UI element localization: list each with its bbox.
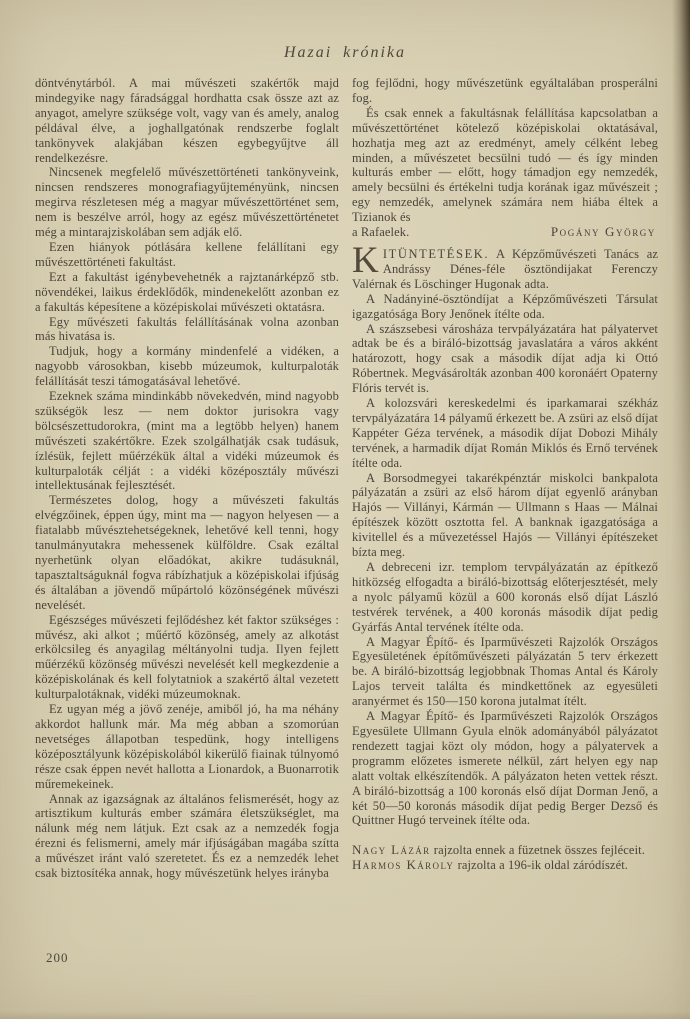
paragraph: A Magyar Építő- és Iparművészeti Rajzolók Országos Egyesületének építőművészeti pályázatán 5 terv érkezett be. A biráló-bizottság legjobbnak Thomas Antal és Károly Lajos terveit találta és mindkettőnek az egyesületi aranyérmet és 150—150 korona jutalmat ítélt. xyxy=(352,634,658,709)
credit-artist-name: Nagy Lázár xyxy=(352,842,431,858)
paragraph: A kolozsvári kereskedelmi és iparkamarai székház tervpályázatára 14 pályamű érkezett be. A zsüri az első díjat Kappéter Géza tervének, a második díjat Dobozi Mihály tervének, a harmadik díjat Román Miklós és Ernő tervének ítélte oda. xyxy=(352,396,658,470)
paragraph: A debreceni izr. templom tervpályázatán az építkező hitközség elfogadta a biráló-bizottság előterjesztését, mely a nyolc pályamű közül a 600 koronás első díjat László testvérek tervének, a 400 koronás második díjat pedig Gyárfás Antal tervének ítélte oda. xyxy=(352,560,658,634)
paragraph: döntvénytárból. A mai művészeti szakértők majd mindegyike nagy fáradsággal hordhatta csak össze azt az anyagot, amelyre szüksége volt, vagy van és amely, analog példával élve, a joghallgatónak rendszerbe foglalt tankönyvek alakjában készen egybegyűjtve áll rendelkezésre. xyxy=(35,76,339,165)
credit-artist-name: Harmos Károly xyxy=(352,857,455,873)
section-paragraphs xyxy=(352,292,658,829)
credit-line xyxy=(352,843,658,858)
section-opening-paragraph xyxy=(352,239,658,292)
paragraph: A szászsebesi városháza tervpályázatára hat pályatervet adtak be és a biráló-bizottság javaslatára a város akként határozott, hogy csak a második díjat adja ki Ottó Róbertnek. Megvásárolták azonban 400 koronáért Opaterny Flóris tervét is. xyxy=(352,321,658,396)
author-signature: Pogány György xyxy=(550,224,656,240)
paragraph: Ezen hiányok pótlására kellene felállítani egy művészettörténeti fakultást. xyxy=(35,239,339,269)
paragraph: fog fejlődni, hogy művészetünk egyáltalában prosperálni fog. xyxy=(352,76,658,105)
section-heading: ITÜNTETÉSEK. xyxy=(382,246,490,261)
paragraph: Természetes dolog, hogy a művészeti fakultás elvégzőinek, éppen úgy, mint ma — nagyon helyesen — a fiatalabb művésztehetségeknek, lehetővé kell tenni, hogy tanulmányutakra mehessenek külföldre. Csak ezáltal nyerhetünk olyan előadókat, akikre tudásuknál, tapasztaltságuknál fogva rábízhatjuk a középiskolai ifjúság és általában a jövendő műpártoló közönségének művészi nevelését. xyxy=(35,493,339,612)
paragraph: Annak az igazságnak az általános felismerését, hogy az artisztikum kulturás ember számára életszükséglet, ma nálunk még nem látjuk. Ezt csak az a nemzedék fogja érezni és felismerni, amely már ifjúságában magába szítta a művészet iránt való szeretetet. És ez a nemzedék lehet csak biztosítéka annak, hogy művészetünk helyes irányba xyxy=(35,791,339,881)
intro-paragraphs xyxy=(352,76,658,225)
page-number: 200 xyxy=(46,950,69,965)
paragraph: Nincsenek megfelelő művészettörténeti tankönyveink, nincsen rendszeres monografiagyűjteményünk, nincsen megirva részletesen még a magyar művészettörténet sem, nem is beszélve arról, hogy az egész művészettörténetet még a mintarajziskolában sem adják elő. xyxy=(35,165,339,240)
credits-block xyxy=(352,843,658,873)
paragraph: És csak ennek a fakultásnak felállítása kapcsolatban a művészettörténet kötelező középiskolai oktatásával, hozhatja meg azt az eredményt, amely célként lebeg minden, a művészetet becsülni tudó — és így minden kulturás ember — előtt, hogy támadjon egy nemzedék, amely becsülni és értékelni tudja korának igaz művészeit ; egy nemzedék, amelynek számára nem hiába éltek a Tizianok és xyxy=(352,105,658,225)
paragraph: Egy művészeti fakultás felállításának volna azonban más hivatása is. xyxy=(35,314,339,344)
right-text-column xyxy=(352,76,658,873)
paragraph: Egészséges művészeti fejlődéshez két faktor szükséges : művész, aki alkot ; műértő közönség, amely az alkotást erkölcsileg és anyagilag méltányolni tudja. Ilyen fejlett műérzékű közönség művészi nevelését kell megkezdenie a középiskolának és kell folytatniok a szakértő által vezetett kulturpalotáknak, vidéki múzeumoknak. xyxy=(35,612,339,702)
paragraph: Tudjuk, hogy a kormány mindenfelé a vidéken, a nagyobb városokban, kisebb múzeumok, kulturpaloták felállítását teszi támogatásával lehetővé. xyxy=(35,344,339,389)
paragraph: Ezeknek száma mindinkább növekedvén, mind nagyobb szükségök lesz — nem doktor jurisokra vagy bölcsészettudorokra, (mint ma a legtöbb helyen) hanem művészeti szakértőkre. Ezek szolgálhatják csak tudásuk, ízlésük, fejlett műérzékük által a vidéki múzeumok és kulturpaloták célját : a vidéki középosztály művészi intellektusának fejlesztését. xyxy=(35,389,339,493)
paragraph: A Borsodmegyei takarékpénztár miskolci bankpalota pályázatán a zsüri az első három díjat egyenlő arányban Hajós — Villányi, Kármán — Ullmann s Haas — Málnai építészek között osztotta fel. A banknak igazgatósága a kivitellel és a művezetéssel Hajós — Villányi építészeket bízta meg. xyxy=(352,470,658,560)
section-kituntetesek xyxy=(352,239,658,828)
drop-cap-initial: K xyxy=(352,239,379,281)
scan-dark-edge-right xyxy=(672,0,690,1019)
paragraph-end-text: a Rafaelek. xyxy=(352,225,410,240)
signature-line xyxy=(352,225,658,240)
left-text-column xyxy=(35,76,339,881)
paragraph: A Nadányiné-ösztöndíjat a Képzőművészeti Társulat igazgatósága Bory Jenőnek ítélte oda. xyxy=(352,291,658,321)
paragraph: Ez ugyan még a jövő zenéje, amiből jó, ha ma néhány akkordot hallunk már. Ma még abban a szomorúan nevetséges állapotban tespedünk, hogy intelligens középosztályunk középiskolából kikerülő fiainak túlnyomó része csak éppen nevét hallotta a Lionardok, a Buonarrotik műremekeinek. xyxy=(35,702,339,791)
credit-text: rajzolta ennek a füzetnek összes fejléceit. xyxy=(430,843,645,858)
credit-text: rajzolta a 196-ik oldal záródíszét. xyxy=(454,858,629,873)
section-opening-text: A Képzőművészeti Tanács az Andrássy Dénes-féle ösztöndijakat Ferenczy Valérnak és Löschinger Hugonak adta. xyxy=(352,246,658,291)
running-head: Hazai krónika xyxy=(283,44,407,61)
scan-dark-edge-bottom xyxy=(0,1011,690,1019)
paragraph: A Magyar Építő- és Iparművészeti Rajzolók Országos Egyesülete Ullmann Gyula elnök adományából pályázatot rendezett tagjai közt oly módon, hogy a pályatervek a programm előzetes ismerete nélkül, zárt helyen egy nap alatt voltak elkészítendők. A pályázaton heten vettek részt. A biráló-bizottság a 100 koronás első díjat Dorman Jenő, a két 50—50 koronás második díjat pedig Berger Dezső és Quittner Hugó terveinek ítélte oda. xyxy=(352,709,658,828)
credit-line xyxy=(352,858,658,873)
paragraph: Ezt a fakultást igénybevehetnék a rajztanárképző stb. növendékei, laikus érdeklődők, mindenekelőtt azonban ez a fakultás képesítene a középiskolai művészeti oktatásra. xyxy=(35,269,339,314)
